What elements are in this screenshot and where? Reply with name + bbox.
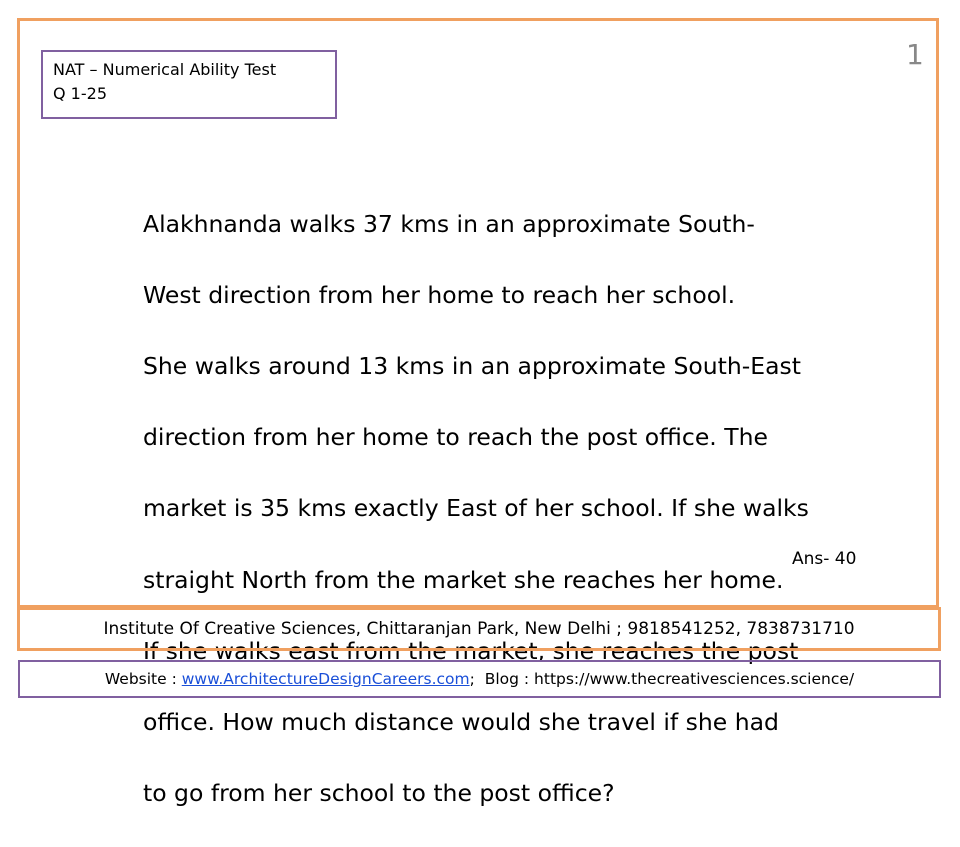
- answer-text: Ans- 40: [792, 549, 857, 569]
- website-footer: [18, 660, 941, 698]
- question-line: If she walks east from the market, she reaches the post: [143, 636, 799, 665]
- question-line: West direction from her home to reach her school.: [143, 280, 736, 309]
- website-link[interactable]: www.ArchitectureDesignCareers.com: [181, 670, 470, 688]
- slide-number: 1: [906, 38, 924, 71]
- institute-footer: [17, 607, 941, 651]
- question-line: direction from her home to reach the post office. The: [143, 423, 768, 452]
- blog-text: Blog : https://www.thecreativesciences.science/: [484, 670, 855, 688]
- question-line: office. How much distance would she travel if she had: [143, 707, 779, 736]
- test-title: NAT – Numerical Ability Test: [53, 60, 277, 79]
- question-line: Alakhnanda walks 37 kms in an approximate South-: [143, 209, 755, 238]
- question-line: She walks around 13 kms in an approximate South-East: [143, 351, 801, 380]
- question-line: to go from her school to the post office?: [143, 779, 615, 808]
- test-tag-box: [41, 50, 337, 119]
- question-line: market is 35 kms exactly East of her school. If she walks: [143, 494, 809, 523]
- institute-info: Institute Of Creative Sciences, Chittaranjan Park, New Delhi ; 9818541252, 7838731710: [103, 619, 855, 639]
- question-text: [143, 171, 873, 847]
- website-label: Website :: [104, 670, 177, 688]
- footer-separator: ;: [469, 670, 475, 688]
- question-range: Q 1-25: [53, 84, 107, 103]
- question-line: straight North from the market she reaches her home.: [143, 565, 784, 594]
